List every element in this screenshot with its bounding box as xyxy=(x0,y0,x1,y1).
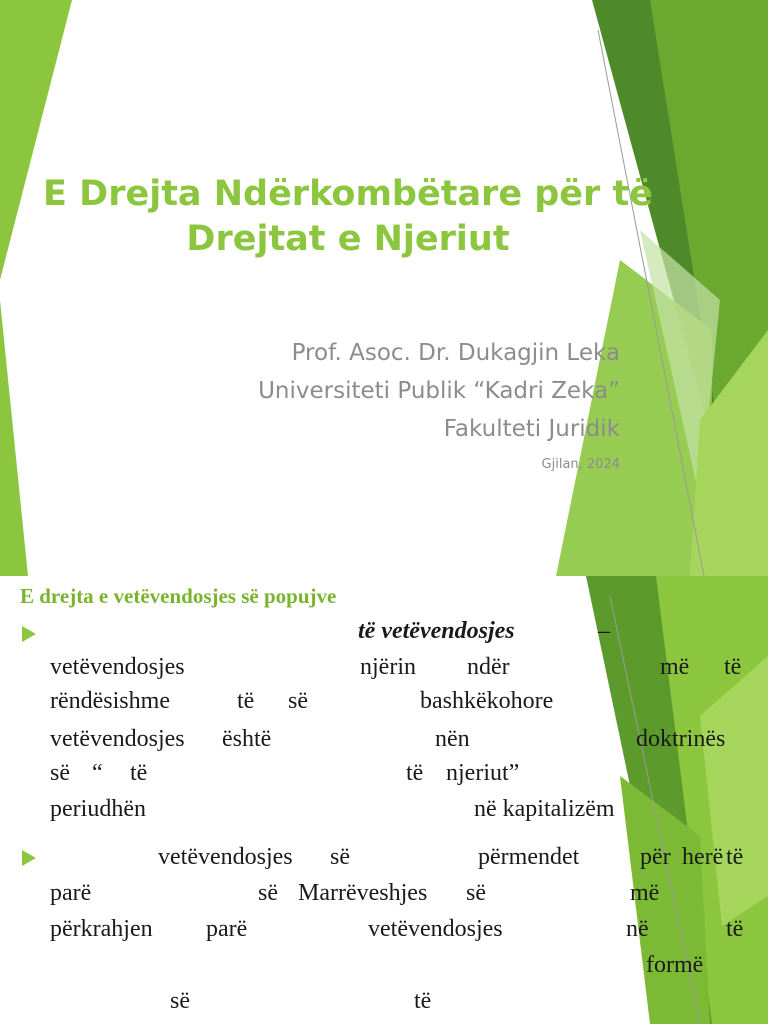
bullet1-word: vetëvendosjes xyxy=(50,726,185,752)
bullet-arrow-icon xyxy=(22,850,36,866)
bullet2-word: në xyxy=(626,916,649,942)
bullet1-word: njërin xyxy=(360,654,416,680)
bullet1-word: periudhën xyxy=(50,796,146,822)
bullet2-word: të xyxy=(414,988,432,1014)
bullet2-word: së xyxy=(330,844,350,870)
bullet2-word: vetëvendosjes xyxy=(368,916,503,942)
bullet2-word: më xyxy=(630,880,660,906)
bullet1-dash: – xyxy=(598,618,610,644)
bullet1-word: bashkëkohore xyxy=(420,688,554,714)
author-name: Prof. Asoc. Dr. Dukagjin Leka xyxy=(291,340,620,366)
bullet2-word: parë xyxy=(50,880,92,906)
bullet1-word: në kapitalizëm xyxy=(474,796,615,822)
bullet1-word: vetëvendosjes xyxy=(50,654,185,680)
faculty-name: Fakulteti Juridik xyxy=(443,416,620,442)
bullet1-word: doktrinës xyxy=(636,726,726,752)
bullet2-word: herë xyxy=(682,844,724,870)
bullet2-word: së xyxy=(170,988,190,1014)
bullet2-word: Marrëveshjes xyxy=(298,880,428,906)
bullet2-word: të xyxy=(726,916,744,942)
bullet1-word: ndër xyxy=(467,654,510,680)
bullet1-word: të xyxy=(130,760,148,786)
bullet2-word: së xyxy=(258,880,278,906)
bullet1-word: të xyxy=(406,760,424,786)
slide-title: E Drejta Ndërkombëtare për të Drejtat e Njeriut xyxy=(43,174,653,259)
university-name: Universiteti Publik “Kadri Zeka” xyxy=(258,378,620,404)
bullet1-word: të xyxy=(237,688,255,714)
bullet1-word: njeriut” xyxy=(446,760,520,786)
bullet1-word: “ xyxy=(92,760,103,786)
bullet1-word: rëndësishme xyxy=(50,688,170,714)
slide2-heading: E drejta e vetëvendosjes së popujve xyxy=(20,584,337,608)
bullet1-word: të xyxy=(724,654,742,680)
bullet2-word: formë xyxy=(646,952,704,978)
bullet2-word: parë xyxy=(206,916,248,942)
bullet1-word: së xyxy=(288,688,308,714)
bullet1-word: nën xyxy=(435,726,470,752)
bullet1-word: është xyxy=(222,726,272,752)
place-date: Gjilan, 2024 xyxy=(541,457,620,472)
bullet2-word: përkrahjen xyxy=(50,916,153,942)
bullet1-emphasis: të vetëvendosjes xyxy=(358,618,515,644)
bullet2-word: për xyxy=(640,844,671,870)
bullet-arrow-icon xyxy=(22,626,36,642)
bullet2-word: të xyxy=(726,844,744,870)
bullet2-word: së xyxy=(466,880,486,906)
bullet1-word: më xyxy=(660,654,690,680)
bullet2-word: përmendet xyxy=(478,844,580,870)
bullet2-word: vetëvendosjes xyxy=(158,844,293,870)
bullet1-word: së xyxy=(50,760,70,786)
